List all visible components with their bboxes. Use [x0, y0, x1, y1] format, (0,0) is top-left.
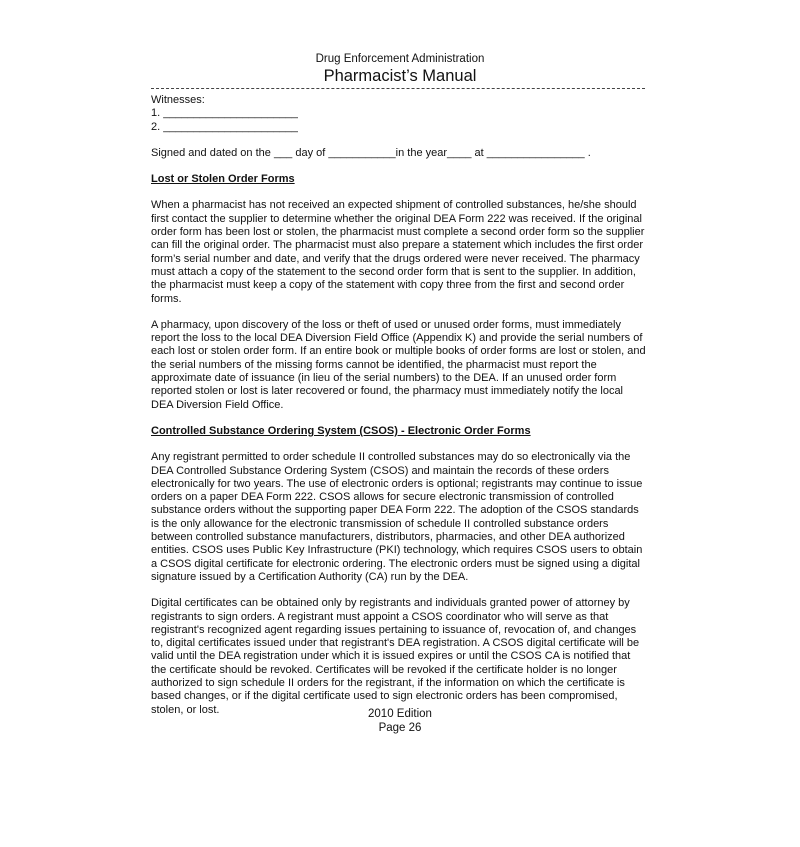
agency-name: Drug Enforcement Administration	[315, 53, 485, 65]
manual-title: Pharmacist’s Manual	[323, 67, 477, 85]
page-header	[150, 52, 650, 86]
edition-label: 2010 Edition	[368, 708, 432, 720]
paragraph-lost-stolen-1: When a pharmacist has not received an expected shipment of controlled substances, he/she should first contact the supplier to determine whether the original DEA Form 222 was received. If the original order form has been lost or stolen, the pharmacist must complete a second order form so the supplier can fill the original order. The pharmacist must also prepare a statement which includes the first order form’s serial number and date, and verify that the drugs ordered were never received. The pharmacy must attach a copy of the statement to the second order form that is sent to the supplier. In addition, the pharmacist must keep a copy of the statement with copy three from the first and second order forms.	[151, 199, 645, 305]
signed-dated-line: Signed and dated on the ___ day of ___________in the year____ at ________________ .	[151, 146, 591, 159]
witnesses-label: Witnesses:	[151, 94, 205, 106]
witness-line-1: 1. ______________________	[151, 107, 298, 120]
paragraph-csos-1: Any registrant permitted to order schedule II controlled substances may do so electronically via the DEA Controlled Substance Ordering System (CSOS) and maintain the records of these orders electronically for two years. The use of electronic orders is optional; registrants may continue to issue orders on a paper DEA Form 222. CSOS allows for secure electronic transmission of controlled substance orders without the supporting paper DEA Form 222. The adoption of the CSOS standards is the only allowance for the electronic transmission of schedule II controlled substance orders between controlled substance manufacturers, distributors, pharmacies, and other DEA authorized entities. CSOS uses Public Key Infrastructure (PKI) technology, which requires CSOS users to obtain a CSOS digital certificate for electronic ordering. The electronic orders must be signed using a digital signature issued by a Certification Authority (CA) run by the DEA.	[151, 451, 643, 583]
paragraph-lost-stolen-2: A pharmacy, upon discovery of the loss or theft of used or unused order forms, must immediately report the loss to the local DEA Diversion Field Office (Appendix K) and provide the serial numbers of each lost or stolen order form. If an entire book or multiple books of order forms are lost or stolen, and the serial numbers of the missing forms cannot be identified, the pharmacist must report the approximate date of issuance (in lieu of the serial numbers) to the DEA. If an unused order form reported stolen or lost is later recovered or found, the pharmacy must immediately notify the local DEA Diversion Field Office.	[151, 318, 646, 411]
header-divider	[151, 88, 645, 89]
page-body	[151, 94, 647, 717]
section-heading-lost-stolen: Lost or Stolen Order Forms	[151, 173, 295, 186]
section-heading-csos: Controlled Substance Ordering System (CSOS) - Electronic Order Forms	[151, 424, 531, 437]
witness-line-2: 2. ______________________	[151, 120, 298, 133]
paragraph-csos-2: Digital certificates can be obtained only by registrants and individuals granted power of attorney by registrants to sign orders. A registrant must appoint a CSOS coordinator who will serve as that registrant's recognized agent regarding issues pertaining to issuance of, revocation of, and changes to, digital certificates issued under that registrant's DEA registration. A CSOS digital certificate will be valid until the DEA registration under which it is issued expires or until the CSOS CA is notified that the certificate should be revoked. Certificates will be revoked if the certificate holder is no longer authorized to sign schedule II orders for the registrant, if the information on which the certificate is based changes, or if the digital certificate used to sign electronic orders has been compromised, stolen, or lost.	[151, 597, 640, 716]
page-footer	[300, 707, 500, 735]
page-number: Page 26	[378, 722, 422, 734]
